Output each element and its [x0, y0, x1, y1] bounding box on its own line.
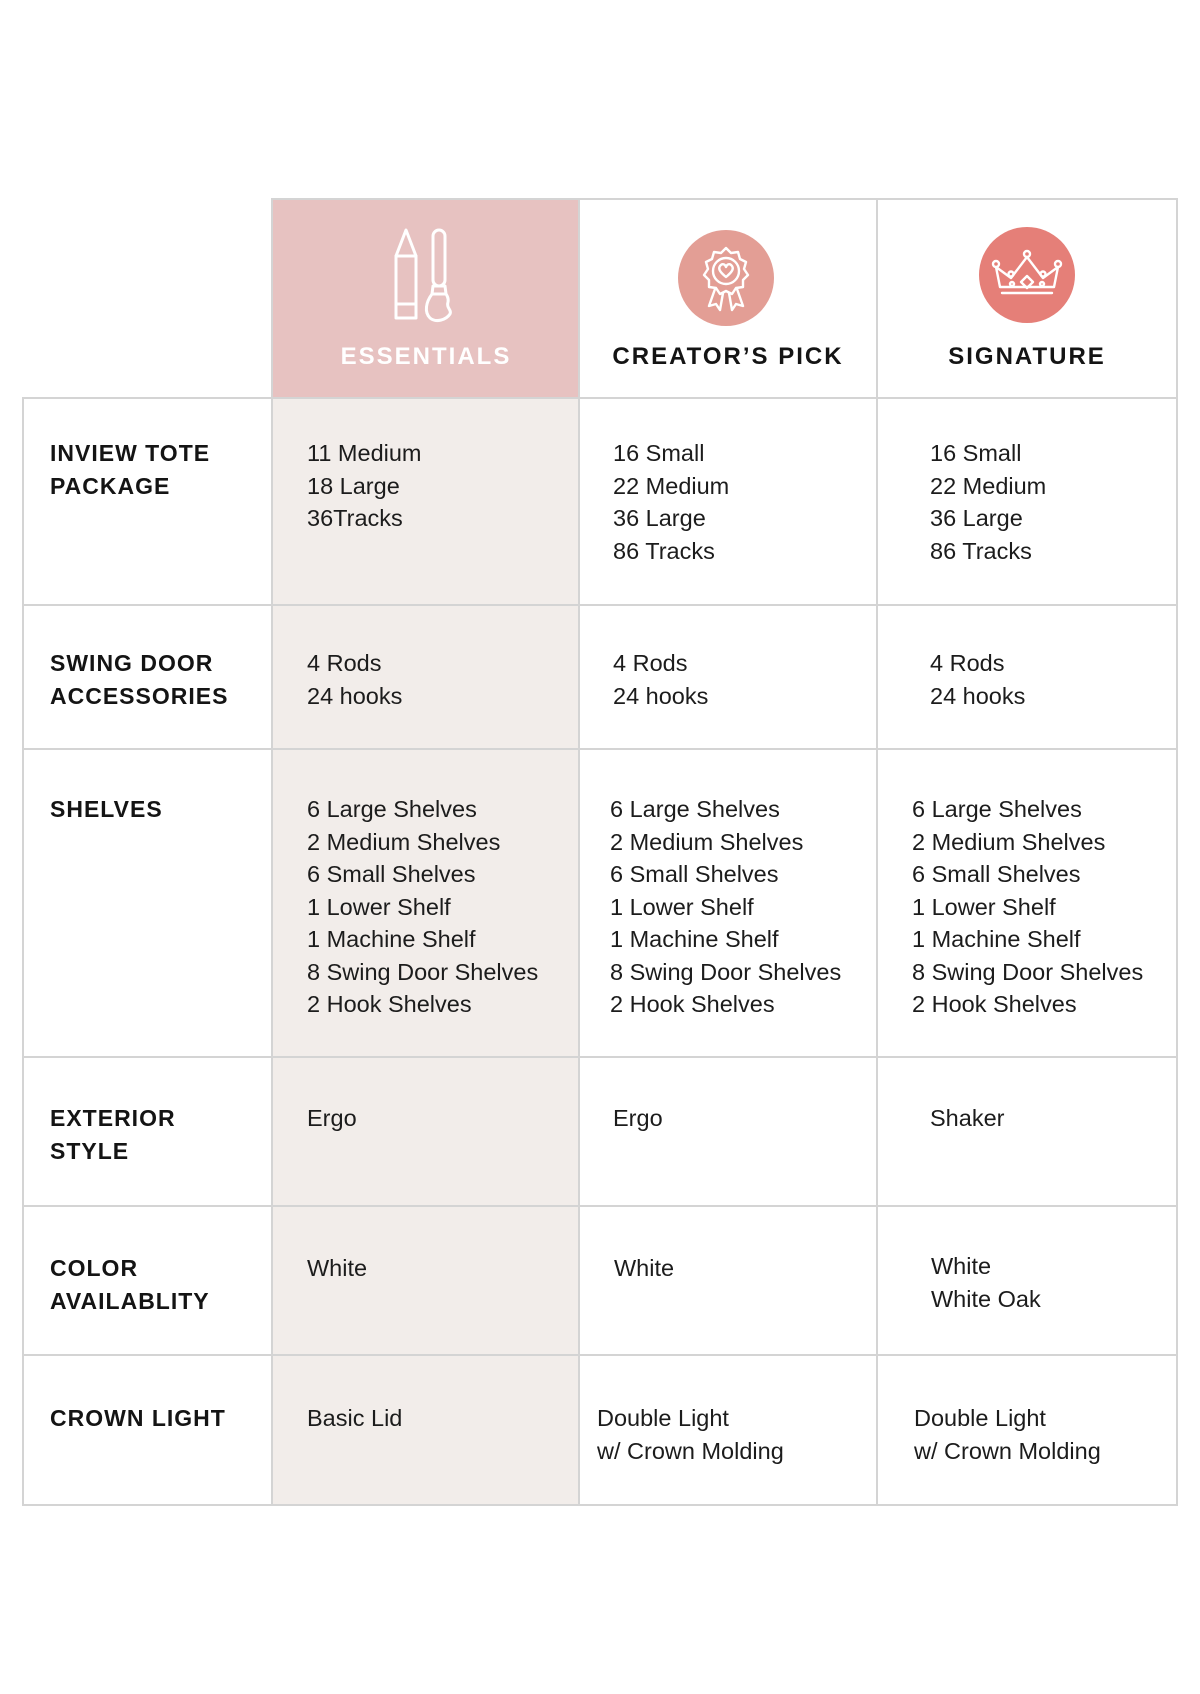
- cell-line: 24 hooks: [307, 682, 403, 709]
- cell-signature-crown: [914, 1402, 1101, 1467]
- cell-essentials-tote: [307, 437, 422, 535]
- plan-title-signature: SIGNATURE: [948, 343, 1106, 370]
- cell-line: w/ Crown Molding: [914, 1437, 1101, 1464]
- cell-signature-shelves: [912, 793, 1143, 1021]
- cell-line: 1 Lower Shelf: [307, 893, 451, 920]
- grid-line: [1176, 198, 1178, 1506]
- grid-line: [22, 1056, 1178, 1058]
- cell-line: 6 Large Shelves: [912, 796, 1082, 822]
- cell-line: 8 Swing Door Shelves: [610, 958, 842, 985]
- cell-line: Double Light: [914, 1405, 1046, 1431]
- row-label-line: EXTERIOR: [50, 1105, 176, 1131]
- cell-essentials-exterior: [307, 1102, 357, 1135]
- cell-creators-crown: [597, 1402, 784, 1467]
- cell-line: Basic Lid: [307, 1405, 403, 1431]
- cell-signature-color: [931, 1250, 1041, 1315]
- cell-line: 6 Large Shelves: [307, 796, 477, 822]
- cell-line: Ergo: [613, 1105, 663, 1131]
- crown-icon: [978, 226, 1076, 324]
- grid-line: [22, 748, 1178, 750]
- row-label-line: COLOR: [50, 1255, 139, 1281]
- row-label-line: AVAILABLITY: [50, 1287, 210, 1314]
- grid-line: [22, 397, 24, 1506]
- plan-title-creators-pick: CREATOR’S PICK: [612, 343, 844, 370]
- cell-line: 16 Small: [930, 440, 1022, 466]
- row-label-shelves: [50, 793, 265, 826]
- cell-line: 22 Medium: [930, 472, 1047, 499]
- row-label-line: SWING DOOR: [50, 650, 214, 676]
- grid-line: [22, 1504, 1178, 1506]
- cell-line: 4 Rods: [930, 650, 1005, 676]
- cell-signature-swing: [930, 647, 1025, 712]
- row-label-exterior-style: [50, 1102, 265, 1167]
- cell-line: White: [307, 1255, 368, 1281]
- cell-line: 36 Large: [613, 505, 706, 531]
- cell-line: 86 Tracks: [930, 537, 1032, 564]
- award-ribbon-icon: [677, 229, 775, 327]
- cell-line: 24 hooks: [613, 682, 709, 709]
- grid-line: [578, 198, 580, 1506]
- cell-line: 8 Swing Door Shelves: [307, 958, 539, 985]
- row-label-line: PACKAGE: [50, 472, 171, 499]
- cell-line: 2 Hook Shelves: [307, 991, 472, 1017]
- cell-line: 6 Small Shelves: [610, 861, 779, 887]
- cell-line: 24 hooks: [930, 682, 1026, 709]
- cell-line: 36 Large: [930, 505, 1023, 531]
- cell-line: Ergo: [307, 1105, 357, 1131]
- cell-signature-exterior: [930, 1102, 1004, 1135]
- grid-line: [876, 198, 878, 1506]
- cell-line: 4 Rods: [307, 650, 382, 676]
- cell-line: 2 Hook Shelves: [610, 991, 775, 1017]
- cell-line: 2 Medium Shelves: [610, 828, 804, 855]
- cell-essentials-color: [307, 1252, 367, 1285]
- cell-essentials-swing: [307, 647, 402, 712]
- cell-line: 16 Small: [613, 440, 705, 466]
- cell-creators-swing: [613, 647, 708, 712]
- cell-line: 11 Medium: [307, 440, 422, 466]
- cell-creators-shelves: [610, 793, 841, 1021]
- cell-creators-tote: [613, 437, 729, 567]
- cell-line: 8 Swing Door Shelves: [912, 958, 1144, 985]
- cell-line: 2 Medium Shelves: [912, 828, 1106, 855]
- cell-signature-tote: [930, 437, 1046, 567]
- cell-line: 1 Machine Shelf: [307, 926, 476, 952]
- row-label-line: SHELVES: [50, 796, 163, 822]
- cell-line: 6 Small Shelves: [912, 861, 1081, 887]
- grid-line: [22, 1354, 1178, 1356]
- cell-line: 36Tracks: [307, 505, 403, 531]
- grid-line: [22, 604, 1178, 606]
- cell-line: Shaker: [930, 1105, 1005, 1131]
- cell-line: Double Light: [597, 1405, 729, 1431]
- cell-creators-exterior: [613, 1102, 663, 1135]
- grid-line: [271, 198, 273, 1506]
- cell-line: 1 Machine Shelf: [610, 926, 779, 952]
- cell-line: 1 Lower Shelf: [912, 893, 1056, 920]
- row-label-color-availability: [50, 1252, 265, 1317]
- cell-line: 6 Large Shelves: [610, 796, 780, 822]
- cell-line: 86 Tracks: [613, 537, 715, 564]
- row-label-crown-light: [50, 1402, 265, 1435]
- row-label-inview-tote-package: [50, 437, 265, 502]
- cell-line: White Oak: [931, 1285, 1041, 1312]
- cell-essentials-shelves: [307, 793, 538, 1021]
- plan-title-essentials: ESSENTIALS: [340, 343, 512, 370]
- cell-line: 4 Rods: [613, 650, 688, 676]
- row-label-line: CROWN LIGHT: [50, 1405, 226, 1431]
- row-label-swing-door-accessories: [50, 647, 265, 712]
- cell-line: 22 Medium: [613, 472, 730, 499]
- grid-line: [273, 198, 1178, 200]
- cell-line: 6 Small Shelves: [307, 861, 476, 887]
- cell-line: 18 Large: [307, 472, 400, 499]
- cell-line: White: [931, 1253, 992, 1279]
- row-label-line: STYLE: [50, 1137, 130, 1164]
- cell-line: 2 Medium Shelves: [307, 828, 501, 855]
- cell-line: w/ Crown Molding: [597, 1437, 784, 1464]
- cell-essentials-crown: [307, 1402, 402, 1435]
- pencil-brush-icon: [386, 226, 466, 324]
- grid-line: [22, 1205, 1178, 1207]
- grid-line: [22, 397, 1178, 399]
- row-label-line: INVIEW TOTE: [50, 440, 211, 466]
- cell-creators-color: [614, 1252, 674, 1285]
- cell-line: 1 Lower Shelf: [610, 893, 754, 920]
- cell-line: 2 Hook Shelves: [912, 991, 1077, 1017]
- row-label-line: ACCESSORIES: [50, 682, 229, 709]
- cell-line: White: [614, 1255, 675, 1281]
- cell-line: 1 Machine Shelf: [912, 926, 1081, 952]
